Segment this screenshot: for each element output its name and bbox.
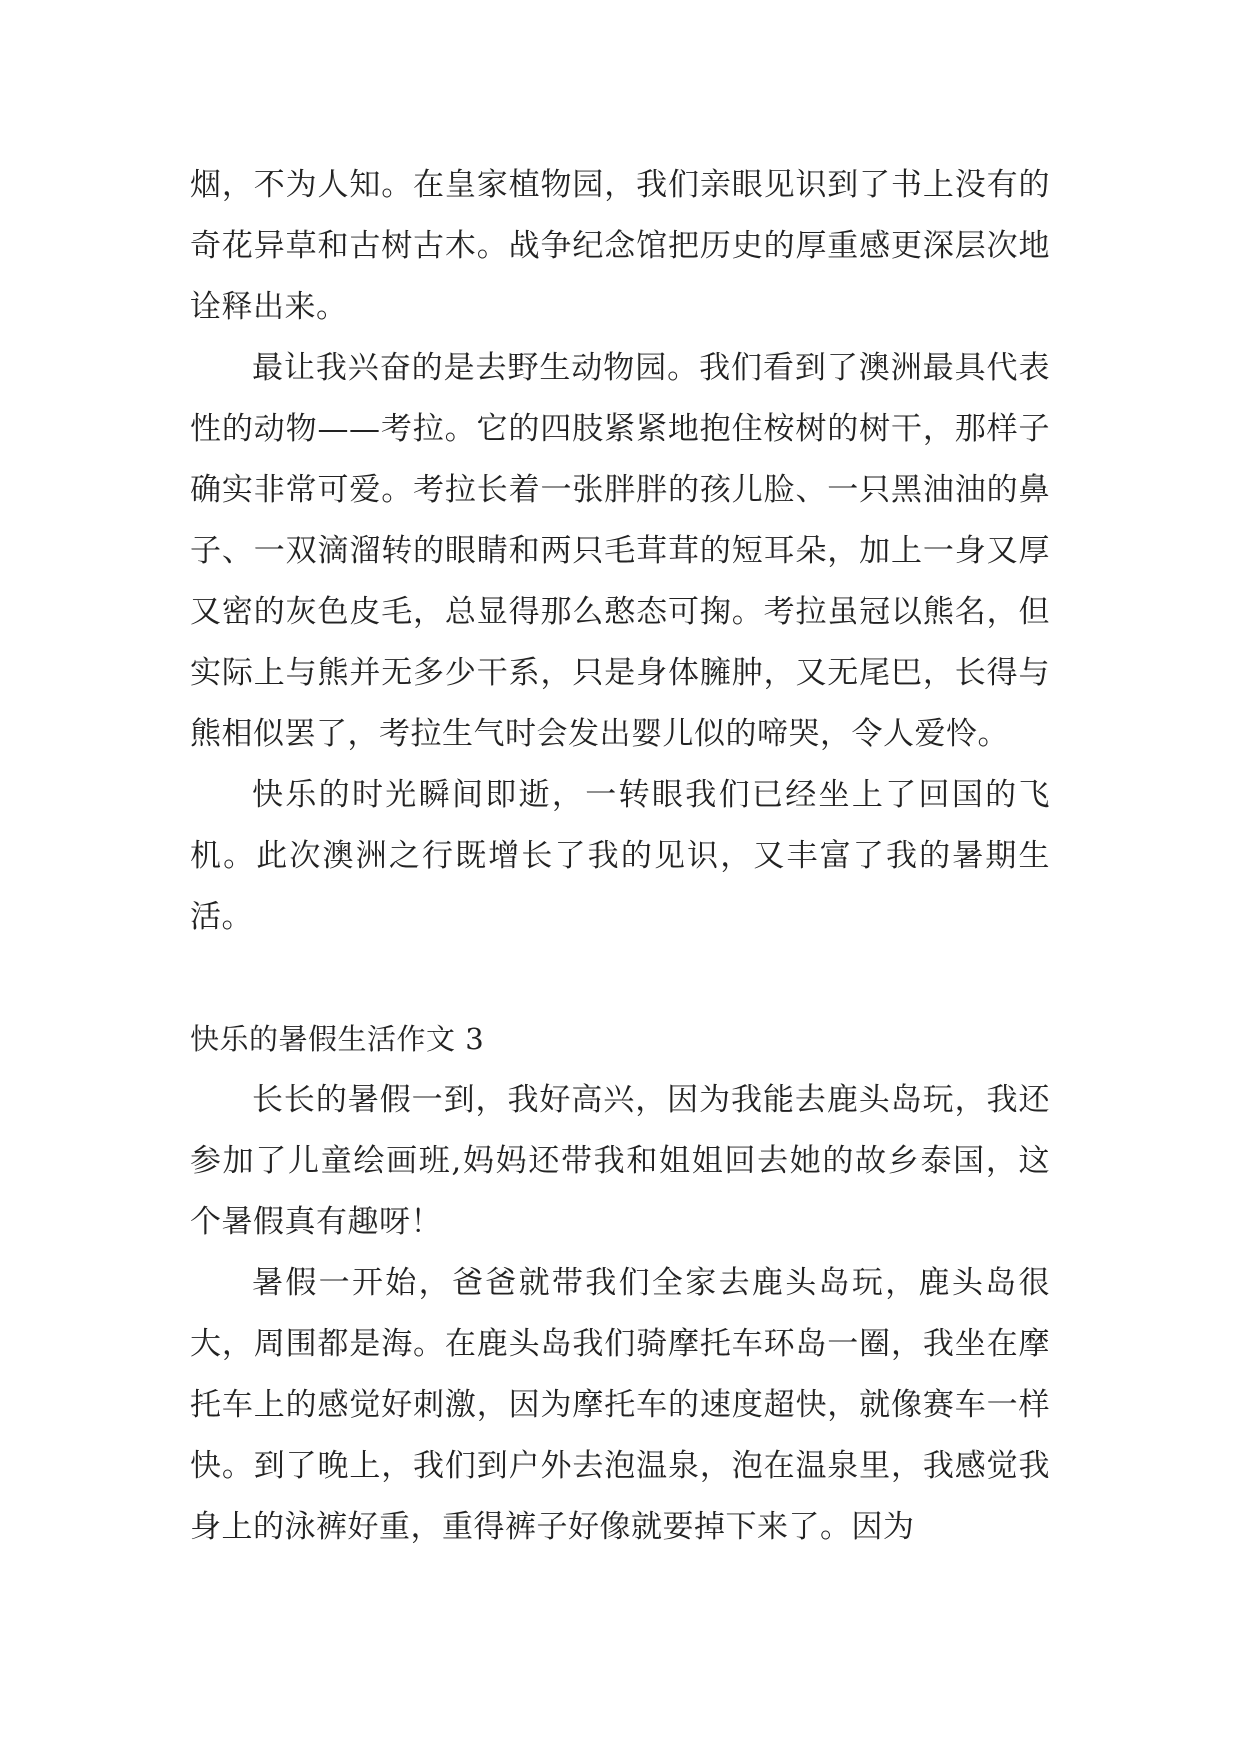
paragraph-summer-intro: 长长的暑假一到，我好高兴，因为我能去鹿头岛玩，我还参加了儿童绘画班,妈妈还带我和姐姐回去她的故乡泰国，这个暑假真有趣呀！: [190, 1082, 1050, 1240]
paragraph-continuation: 烟，不为人知。在皇家植物园，我们亲眼见识到了书上没有的奇花异草和古树古木。战争纪念馆把历史的厚重感更深层次地诠释出来。: [190, 167, 1050, 325]
section-heading: 快乐的暑假生活作文 3: [190, 1022, 485, 1056]
paragraph-koala: 最让我兴奋的是去野生动物园。我们看到了澳洲最具代表性的动物——考拉。它的四肢紧紧地抱住桉树的树干，那样子确实非常可爱。考拉长着一张胖胖的孩儿脸、一只黑油油的鼻子、一双滴溜转的眼睛和两只毛茸茸的短耳朵，加上一身又厚又密的灰色皮毛，总显得那么憨态可掬。考拉虽冠以熊名，但实际上与熊并无多少干系，只是身体臃肿，又无尾巴，长得与熊相似罢了，考拉生气时会发出婴儿似的啼哭，令人爱怜。: [190, 350, 1050, 752]
paragraph-island-trip: 暑假一开始，爸爸就带我们全家去鹿头岛玩，鹿头岛很大，周围都是海。在鹿头岛我们骑摩托车环岛一圈，我坐在摩托车上的感觉好刺激，因为摩托车的速度超快，就像赛车一样快。到了晚上，我们到户外去泡温泉，泡在温泉里，我感觉我身上的泳裤好重，重得裤子好像就要掉下来了。因为: [190, 1265, 1050, 1545]
document-body: [190, 155, 1050, 1558]
paragraph-return-home: 快乐的时光瞬间即逝，一转眼我们已经坐上了回国的飞机。此次澳洲之行既增长了我的见识，又丰富了我的暑期生活。: [190, 777, 1050, 935]
